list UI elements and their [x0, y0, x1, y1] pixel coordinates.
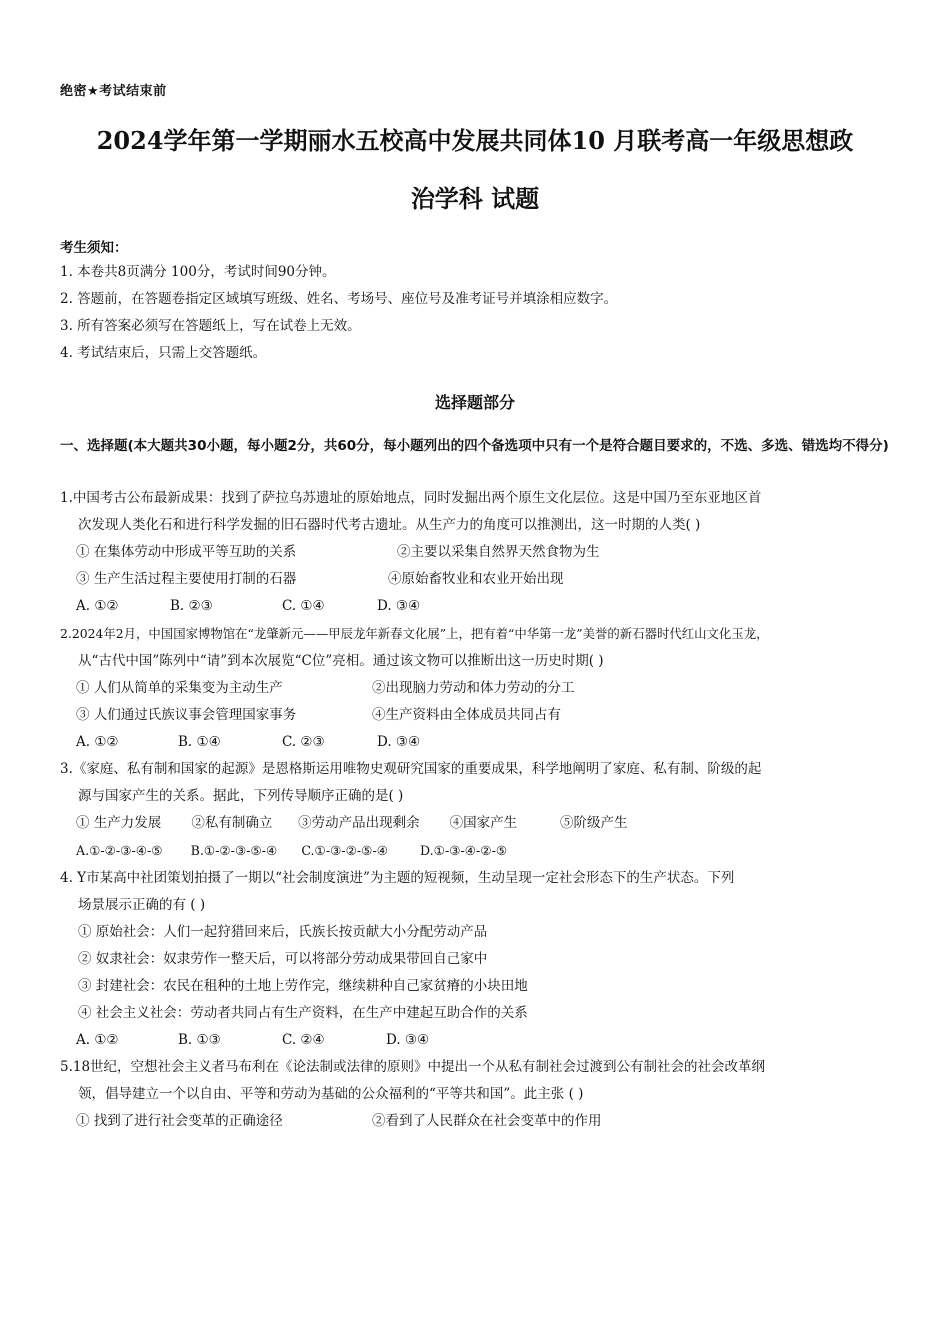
question-4-statement-2: ② 奴隶社会：奴隶劳作一整天后，可以将部分劳动成果带回自己家中 [78, 951, 488, 967]
question-1-statement-2: ②主要以采集自然界天然食物为生 [397, 544, 600, 560]
question-2-stem-cont: 从“古代中国”陈列中“请”到本次展览“C位”亮相。通过该文物可以推断出这一历史时期( ) [78, 653, 604, 669]
question-4-option-d[interactable]: D. ③④ [386, 1032, 430, 1048]
question-5-stem: 5.18世纪，空想社会主义者马布利在《论法制或法律的原则》中提出一个从私有制社会过渡到公有制社会的社会改革纲 [60, 1059, 766, 1075]
section-title: 选择题部分 [434, 393, 515, 412]
notice-item: 1. 本卷共8页满分 100分，考试时间90分钟。 [60, 264, 336, 280]
question-1-option-b[interactable]: B. ②③ [170, 598, 213, 614]
question-1-stem-cont: 次发现人类化石和进行科学发掘的旧石器时代考古遗址。从生产力的角度可以推测出，这一时期的人类( ) [78, 517, 701, 533]
question-4-stem: 4. Y市某高中社团策划拍摄了一期以“社会制度演进”为主题的短视频，生动呈现一定社会形态下的生产状态。下列 [60, 870, 735, 886]
question-2-statement-1: ① 人们从简单的采集变为主动生产 [76, 680, 283, 696]
question-1-option-d[interactable]: D. ③④ [377, 598, 421, 614]
question-1-statement-3: ③ 生产生活过程主要使用打制的石器 [76, 571, 297, 587]
question-3-options[interactable]: A.①-②-③-④-⑤ B.①-②-③-⑤-④ C.①-③-②-⑤-④ D.①-③-④-②-⑤ [76, 843, 508, 858]
exam-title-line-2: 治学科 试题 [410, 184, 540, 213]
question-3-stem-cont: 源与国家产生的关系。据此，下列传导顺序正确的是( ) [78, 788, 404, 804]
notice-item: 3. 所有答案必须写在答题纸上，写在试卷上无效。 [60, 318, 361, 334]
question-2-option-c[interactable]: C. ②③ [282, 734, 325, 750]
question-3-stem: 3.《家庭、私有制和国家的起源》是恩格斯运用唯物史观研究国家的重要成果，科学地阐明了家庭、私有制、阶级的起 [60, 761, 762, 777]
question-5-statement-2: ②看到了人民群众在社会变革中的作用 [372, 1113, 602, 1129]
question-4-option-a[interactable]: A. ①② [76, 1032, 119, 1048]
question-5-stem-cont: 领，倡导建立一个以自由、平等和劳动为基础的公众福利的“平等共和国”。此主张 ( ) [78, 1086, 584, 1102]
question-2-statement-3: ③ 人们通过氏族议事会管理国家事务 [76, 707, 297, 723]
question-3-items: ① 生产力发展 ②私有制确立 ③劳动产品出现剩余 ④国家产生 ⑤阶级产生 [76, 815, 628, 831]
question-2-statement-2: ②出现脑力劳动和体力劳动的分工 [372, 680, 575, 696]
notice-item: 2. 答题前，在答题卷指定区域填写班级、姓名、考场号、座位号及准考证号并填涂相应数字。 [60, 291, 618, 307]
question-2-option-d[interactable]: D. ③④ [377, 734, 421, 750]
question-4-option-b[interactable]: B. ①③ [178, 1032, 221, 1048]
question-4-statement-1: ① 原始社会：人们一起狩猎回来后，氏族长按贡献大小分配劳动产品 [78, 924, 488, 940]
question-4-stem-cont: 场景展示正确的有 ( ) [78, 897, 206, 913]
confidential-label: 绝密★考试结束前 [60, 84, 167, 99]
question-4-option-c[interactable]: C. ②④ [282, 1032, 325, 1048]
question-2-option-b[interactable]: B. ①④ [178, 734, 221, 750]
question-2-stem: 2.2024年2月，中国国家博物馆在“龙肇新元——甲辰龙年新春文化展”上，把有着“中华第一龙”美誉的新石器时代红山文化玉龙， [60, 626, 769, 641]
section-instructions: 一、选择题(本大题共30小题，每小题2分，共60分，每小题列出的四个备选项中只有一个是符合题目要求的，不选、多选、错选均不得分) [60, 438, 889, 454]
question-5-statement-1: ① 找到了进行社会变革的正确途径 [76, 1113, 283, 1129]
question-1-statement-1: ① 在集体劳动中形成平等互助的关系 [76, 544, 297, 560]
question-1-stem: 1.中国考古公布最新成果：找到了萨拉乌苏遗址的原始地点，同时发掘出两个原生文化层位。这是中国乃至东亚地区首 [60, 490, 762, 506]
question-1-option-c[interactable]: C. ①④ [282, 598, 325, 614]
exam-title-line-1: 2024学年第一学期丽水五校高中发展共同体10 月联考高一年级思想政 [96, 126, 854, 155]
notice-heading: 考生须知： [60, 240, 128, 256]
question-2-option-a[interactable]: A. ①② [76, 734, 119, 750]
notice-item: 4. 考试结束后，只需上交答题纸。 [60, 345, 267, 361]
question-1-statement-4: ④原始畜牧业和农业开始出现 [388, 571, 564, 587]
question-2-statement-4: ④生产资料由全体成员共同占有 [372, 707, 561, 723]
question-4-statement-4: ④ 社会主义社会：劳动者共同占有生产资料，在生产中建起互助合作的关系 [78, 1005, 528, 1021]
question-1-option-a[interactable]: A. ①② [76, 598, 119, 614]
question-4-statement-3: ③ 封建社会：农民在租种的土地上劳作完，继续耕种自己家贫瘠的小块田地 [78, 978, 528, 994]
